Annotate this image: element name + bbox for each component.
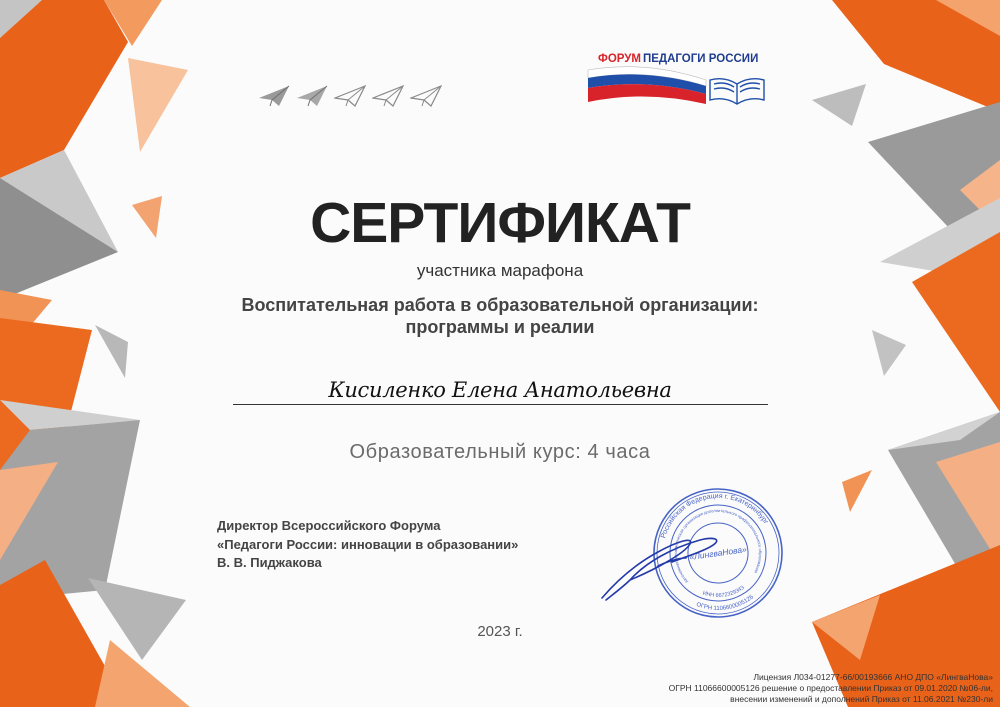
certificate-title: СЕРТИФИКАТ [310, 191, 690, 255]
license-info [573, 672, 993, 705]
stamp-outer-top-text: Российская Федерация г. Екатеринбург [660, 492, 770, 540]
decor-right [812, 0, 1000, 707]
license-line: ОГРН 11066600005126 решение о предоставлении Приказ от 09.01.2020 №06-ли, [668, 683, 993, 693]
paper-plane-icon [372, 84, 404, 108]
open-book-icon [710, 79, 764, 104]
course-title [0, 294, 1000, 338]
logo-word-pedagogi: ПЕДАГОГИ РОССИИ [643, 53, 759, 65]
decor-left [0, 0, 190, 707]
stamp-ogrn-text: ОГРН 1106600005126 [695, 594, 755, 613]
paper-planes [258, 84, 448, 112]
stamp-inner-ring-text: Автономная некоммерческая организация дополнительного профессионального образования [672, 507, 764, 585]
paper-plane-icon [334, 84, 366, 108]
director-block [217, 517, 577, 573]
logo-word-forum: ФОРУМ [598, 53, 642, 65]
issue-year: 2023 г. [477, 623, 523, 640]
license-line: внесении изменений и дополнений Приказ от 11.06.2021 №230-ли [730, 694, 993, 704]
director-line: Директор Всероссийского Форума [217, 518, 441, 533]
director-line: «Педагоги России: инновации в образовании» [217, 536, 519, 552]
stamp-center-text: «ЛингваНова» [688, 544, 748, 562]
license-line: Лицензия Л034-01277-66/00193666 АНО ДПО «ЛингваНова» [753, 672, 993, 682]
signature [596, 522, 736, 606]
paper-plane-icon [410, 84, 442, 108]
russian-flag-icon [588, 67, 706, 104]
course-title-line: программы и реалии [405, 317, 595, 337]
decor-shape [128, 58, 188, 152]
name-underline [233, 404, 768, 405]
certificate-subtitle: участника марафона [416, 261, 584, 280]
paper-plane-icon [296, 84, 328, 108]
recipient-name: Кисиленко Елена Анатольевна [328, 378, 672, 402]
decor-shape [88, 578, 186, 660]
stamp-inn-text: ИНН 6672329343 [701, 584, 746, 599]
decor-shape [842, 470, 872, 512]
director-name: В. В. Пиджакова [217, 555, 322, 570]
decor-shape [812, 84, 866, 126]
course-info: Образовательный курс: 4 часа [349, 441, 651, 463]
course-title-line: Воспитательная работа в образовательной организации: [241, 295, 759, 315]
paper-plane-icon [258, 84, 290, 108]
forum-logo [586, 50, 768, 108]
